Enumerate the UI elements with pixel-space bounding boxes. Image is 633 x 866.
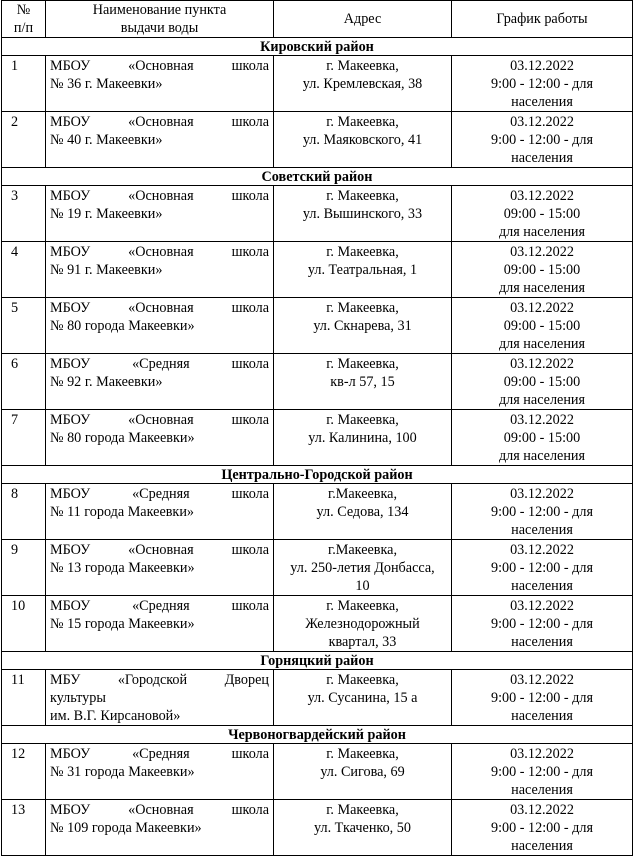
table-row	[2, 242, 633, 298]
point-schedule-line: населения	[511, 634, 573, 650]
point-schedule-line: 09:00 - 15:00	[503, 374, 581, 390]
point-schedule	[452, 186, 633, 242]
point-name	[46, 186, 274, 242]
row-number: 12	[2, 744, 46, 800]
point-address-line: ул. Седова, 134	[316, 504, 409, 520]
header-name-line-2: выдачи воды	[120, 20, 199, 36]
water-points-table	[1, 0, 633, 856]
row-number: 8	[2, 484, 46, 540]
point-address-line: г. Макеевка,	[326, 746, 399, 762]
point-address-line: ул. Сусанина, 15 а	[307, 690, 418, 706]
row-number: 11	[2, 670, 46, 726]
district-row	[2, 38, 633, 56]
table-header-row	[2, 1, 633, 38]
table-row	[2, 540, 633, 596]
point-name-line: № 40 г. Макеевки»	[50, 132, 163, 148]
point-address-line: ул. Ткаченко, 50	[314, 820, 411, 836]
point-name	[46, 484, 274, 540]
point-schedule-line: для населения	[498, 392, 586, 408]
point-address	[274, 800, 452, 856]
district-name: Центрально-Городской район	[2, 466, 633, 484]
table-row	[2, 354, 633, 410]
point-name-line: МБОУ «Основная школа	[50, 542, 269, 558]
point-address-line: ул. Сигова, 69	[320, 764, 405, 780]
point-schedule	[452, 540, 633, 596]
point-name	[46, 56, 274, 112]
point-name-line: № 92 г. Макеевки»	[50, 374, 163, 390]
point-schedule-line: 9:00 - 12:00 - для	[490, 560, 593, 576]
point-name	[46, 540, 274, 596]
point-address-line: Железнодорожный	[305, 616, 420, 632]
row-number: 6	[2, 354, 46, 410]
point-schedule-line: 03.12.2022	[510, 598, 574, 614]
point-address	[274, 540, 452, 596]
point-schedule	[452, 596, 633, 652]
point-name	[46, 298, 274, 354]
point-name-line: МБОУ «Основная школа	[50, 300, 269, 316]
point-address-line: ул. Театральная, 1	[307, 262, 418, 278]
point-name-line: МБОУ «Средняя школа	[50, 598, 269, 614]
row-number: 3	[2, 186, 46, 242]
point-name-line: № 15 города Макеевки»	[50, 616, 195, 632]
point-schedule-line: для населения	[498, 280, 586, 296]
district-row	[2, 652, 633, 670]
table-row	[2, 298, 633, 354]
point-schedule-line: 03.12.2022	[510, 672, 574, 688]
district-row	[2, 726, 633, 744]
point-address	[274, 410, 452, 466]
point-schedule	[452, 242, 633, 298]
point-address-line: г.Макеевка,	[327, 486, 398, 502]
header-num-line-1: №	[16, 2, 31, 18]
row-number: 7	[2, 410, 46, 466]
point-schedule-line: 9:00 - 12:00 - для	[490, 820, 593, 836]
point-schedule-line: для населения	[498, 336, 586, 352]
point-schedule	[452, 112, 633, 168]
point-address-line: г. Макеевка,	[326, 300, 399, 316]
table-body	[2, 38, 633, 856]
point-address	[274, 186, 452, 242]
point-schedule	[452, 354, 633, 410]
point-address-line: ул. Скнарева, 31	[313, 318, 412, 334]
row-number: 10	[2, 596, 46, 652]
row-number: 13	[2, 800, 46, 856]
point-address-line: ул. Маяковского, 41	[302, 132, 423, 148]
point-address	[274, 354, 452, 410]
point-schedule	[452, 744, 633, 800]
point-schedule	[452, 670, 633, 726]
point-address-line: г. Макеевка,	[326, 412, 399, 428]
district-name: Советский район	[2, 168, 633, 186]
point-name-line: МБОУ «Основная школа	[50, 58, 269, 74]
table-row	[2, 410, 633, 466]
header-name-line-1: Наименование пункта	[92, 2, 227, 18]
point-schedule-line: 03.12.2022	[510, 412, 574, 428]
point-schedule-line: 09:00 - 15:00	[503, 206, 581, 222]
point-schedule-line: 03.12.2022	[510, 486, 574, 502]
header-address: Адрес	[274, 1, 452, 38]
point-address	[274, 112, 452, 168]
point-address	[274, 596, 452, 652]
point-address	[274, 744, 452, 800]
table-row	[2, 800, 633, 856]
point-address-line: г. Макеевка,	[326, 244, 399, 260]
point-schedule	[452, 800, 633, 856]
point-schedule	[452, 484, 633, 540]
point-address	[274, 56, 452, 112]
point-address-line: г. Макеевка,	[326, 356, 399, 372]
point-name	[46, 596, 274, 652]
point-name-line: МБОУ «Основная школа	[50, 412, 269, 428]
point-schedule-line: для населения	[498, 224, 586, 240]
table-row	[2, 186, 633, 242]
point-schedule-line: 03.12.2022	[510, 802, 574, 818]
point-schedule-line: населения	[511, 838, 573, 854]
header-name	[46, 1, 274, 38]
point-name-line: МБОУ «Средняя школа	[50, 746, 269, 762]
point-name-line: культуры	[50, 690, 106, 706]
row-number: 4	[2, 242, 46, 298]
point-address-line: ул. 250-летия Донбасса,	[290, 560, 435, 576]
point-schedule	[452, 298, 633, 354]
row-number: 2	[2, 112, 46, 168]
table-row	[2, 112, 633, 168]
point-schedule-line: 03.12.2022	[510, 356, 574, 372]
point-address-line: г. Макеевка,	[326, 672, 399, 688]
point-name-line: № 31 города Макеевки»	[50, 764, 195, 780]
district-name: Горняцкий район	[2, 652, 633, 670]
point-address-line: ул. Вышинского, 33	[302, 206, 423, 222]
point-address	[274, 670, 452, 726]
row-number: 9	[2, 540, 46, 596]
point-schedule	[452, 56, 633, 112]
point-schedule-line: 03.12.2022	[510, 542, 574, 558]
point-address-line: г.Макеевка,	[327, 542, 398, 558]
point-address-line: квартал, 33	[328, 634, 397, 650]
table-row	[2, 670, 633, 726]
district-name: Червоногвардейский район	[2, 726, 633, 744]
point-name-line: МБОУ «Основная школа	[50, 802, 269, 818]
point-name-line: МБОУ «Основная школа	[50, 188, 269, 204]
point-address-line: ул. Кремлевская, 38	[302, 76, 423, 92]
point-name-line: № 80 города Макеевки»	[50, 318, 195, 334]
header-num	[2, 1, 46, 38]
point-name-line: МБОУ «Основная школа	[50, 114, 269, 130]
point-name-line: МБОУ «Основная школа	[50, 244, 269, 260]
point-address-line: кв-л 57, 15	[330, 374, 395, 390]
point-address-line: г. Макеевка,	[326, 188, 399, 204]
point-schedule-line: населения	[511, 578, 573, 594]
point-schedule-line: 03.12.2022	[510, 746, 574, 762]
district-row	[2, 168, 633, 186]
point-address	[274, 484, 452, 540]
point-address-line: г. Макеевка,	[326, 58, 399, 74]
point-schedule-line: 09:00 - 15:00	[503, 318, 581, 334]
row-number: 1	[2, 56, 46, 112]
table-row	[2, 484, 633, 540]
point-name-line: № 109 города Макеевки»	[50, 820, 202, 836]
point-name-line: МБУ «Городской Дворец	[50, 672, 269, 688]
point-name-line: МБОУ «Средняя школа	[50, 356, 269, 372]
district-name: Кировский район	[2, 38, 633, 56]
point-schedule-line: 03.12.2022	[510, 300, 574, 316]
point-schedule-line: 09:00 - 15:00	[503, 262, 581, 278]
point-name-line: № 19 г. Макеевки»	[50, 206, 163, 222]
point-name	[46, 354, 274, 410]
point-schedule-line: 9:00 - 12:00 - для	[490, 132, 593, 148]
point-schedule-line: 03.12.2022	[510, 114, 574, 130]
point-schedule	[452, 410, 633, 466]
point-address	[274, 242, 452, 298]
table-row	[2, 596, 633, 652]
district-row	[2, 466, 633, 484]
point-address	[274, 298, 452, 354]
point-name-line: № 13 города Макеевки»	[50, 560, 195, 576]
point-schedule-line: населения	[511, 782, 573, 798]
row-number: 5	[2, 298, 46, 354]
table-row	[2, 56, 633, 112]
point-name	[46, 670, 274, 726]
point-schedule-line: 09:00 - 15:00	[503, 430, 581, 446]
point-address-line: г. Макеевка,	[326, 598, 399, 614]
point-schedule-line: населения	[511, 150, 573, 166]
point-schedule-line: 03.12.2022	[510, 188, 574, 204]
point-name-line: № 11 города Макеевки»	[50, 504, 195, 520]
point-address-line: ул. Калинина, 100	[308, 430, 417, 446]
point-schedule-line: 9:00 - 12:00 - для	[490, 504, 593, 520]
point-address-line: 10	[355, 578, 370, 594]
point-schedule-line: населения	[511, 708, 573, 724]
point-schedule-line: 03.12.2022	[510, 58, 574, 74]
point-name-line: № 80 города Макеевки»	[50, 430, 195, 446]
point-schedule-line: для населения	[498, 448, 586, 464]
point-schedule-line: населения	[511, 522, 573, 538]
water-distribution-document	[1, 0, 632, 856]
point-name-line: им. В.Г. Кирсановой»	[50, 708, 181, 724]
header-num-line-2: п/п	[13, 20, 34, 36]
table-row	[2, 744, 633, 800]
point-name	[46, 242, 274, 298]
point-name	[46, 744, 274, 800]
point-name-line: МБОУ «Средняя школа	[50, 486, 269, 502]
point-schedule-line: населения	[511, 94, 573, 110]
point-name	[46, 800, 274, 856]
point-name-line: № 91 г. Макеевки»	[50, 262, 163, 278]
point-address-line: г. Макеевка,	[326, 114, 399, 130]
point-address-line: г. Макеевка,	[326, 802, 399, 818]
point-schedule-line: 9:00 - 12:00 - для	[490, 690, 593, 706]
point-schedule-line: 03.12.2022	[510, 244, 574, 260]
point-name	[46, 410, 274, 466]
point-name	[46, 112, 274, 168]
point-schedule-line: 9:00 - 12:00 - для	[490, 616, 593, 632]
header-schedule: График работы	[452, 1, 633, 38]
point-schedule-line: 9:00 - 12:00 - для	[490, 76, 593, 92]
point-schedule-line: 9:00 - 12:00 - для	[490, 764, 593, 780]
point-name-line: № 36 г. Макеевки»	[50, 76, 163, 92]
